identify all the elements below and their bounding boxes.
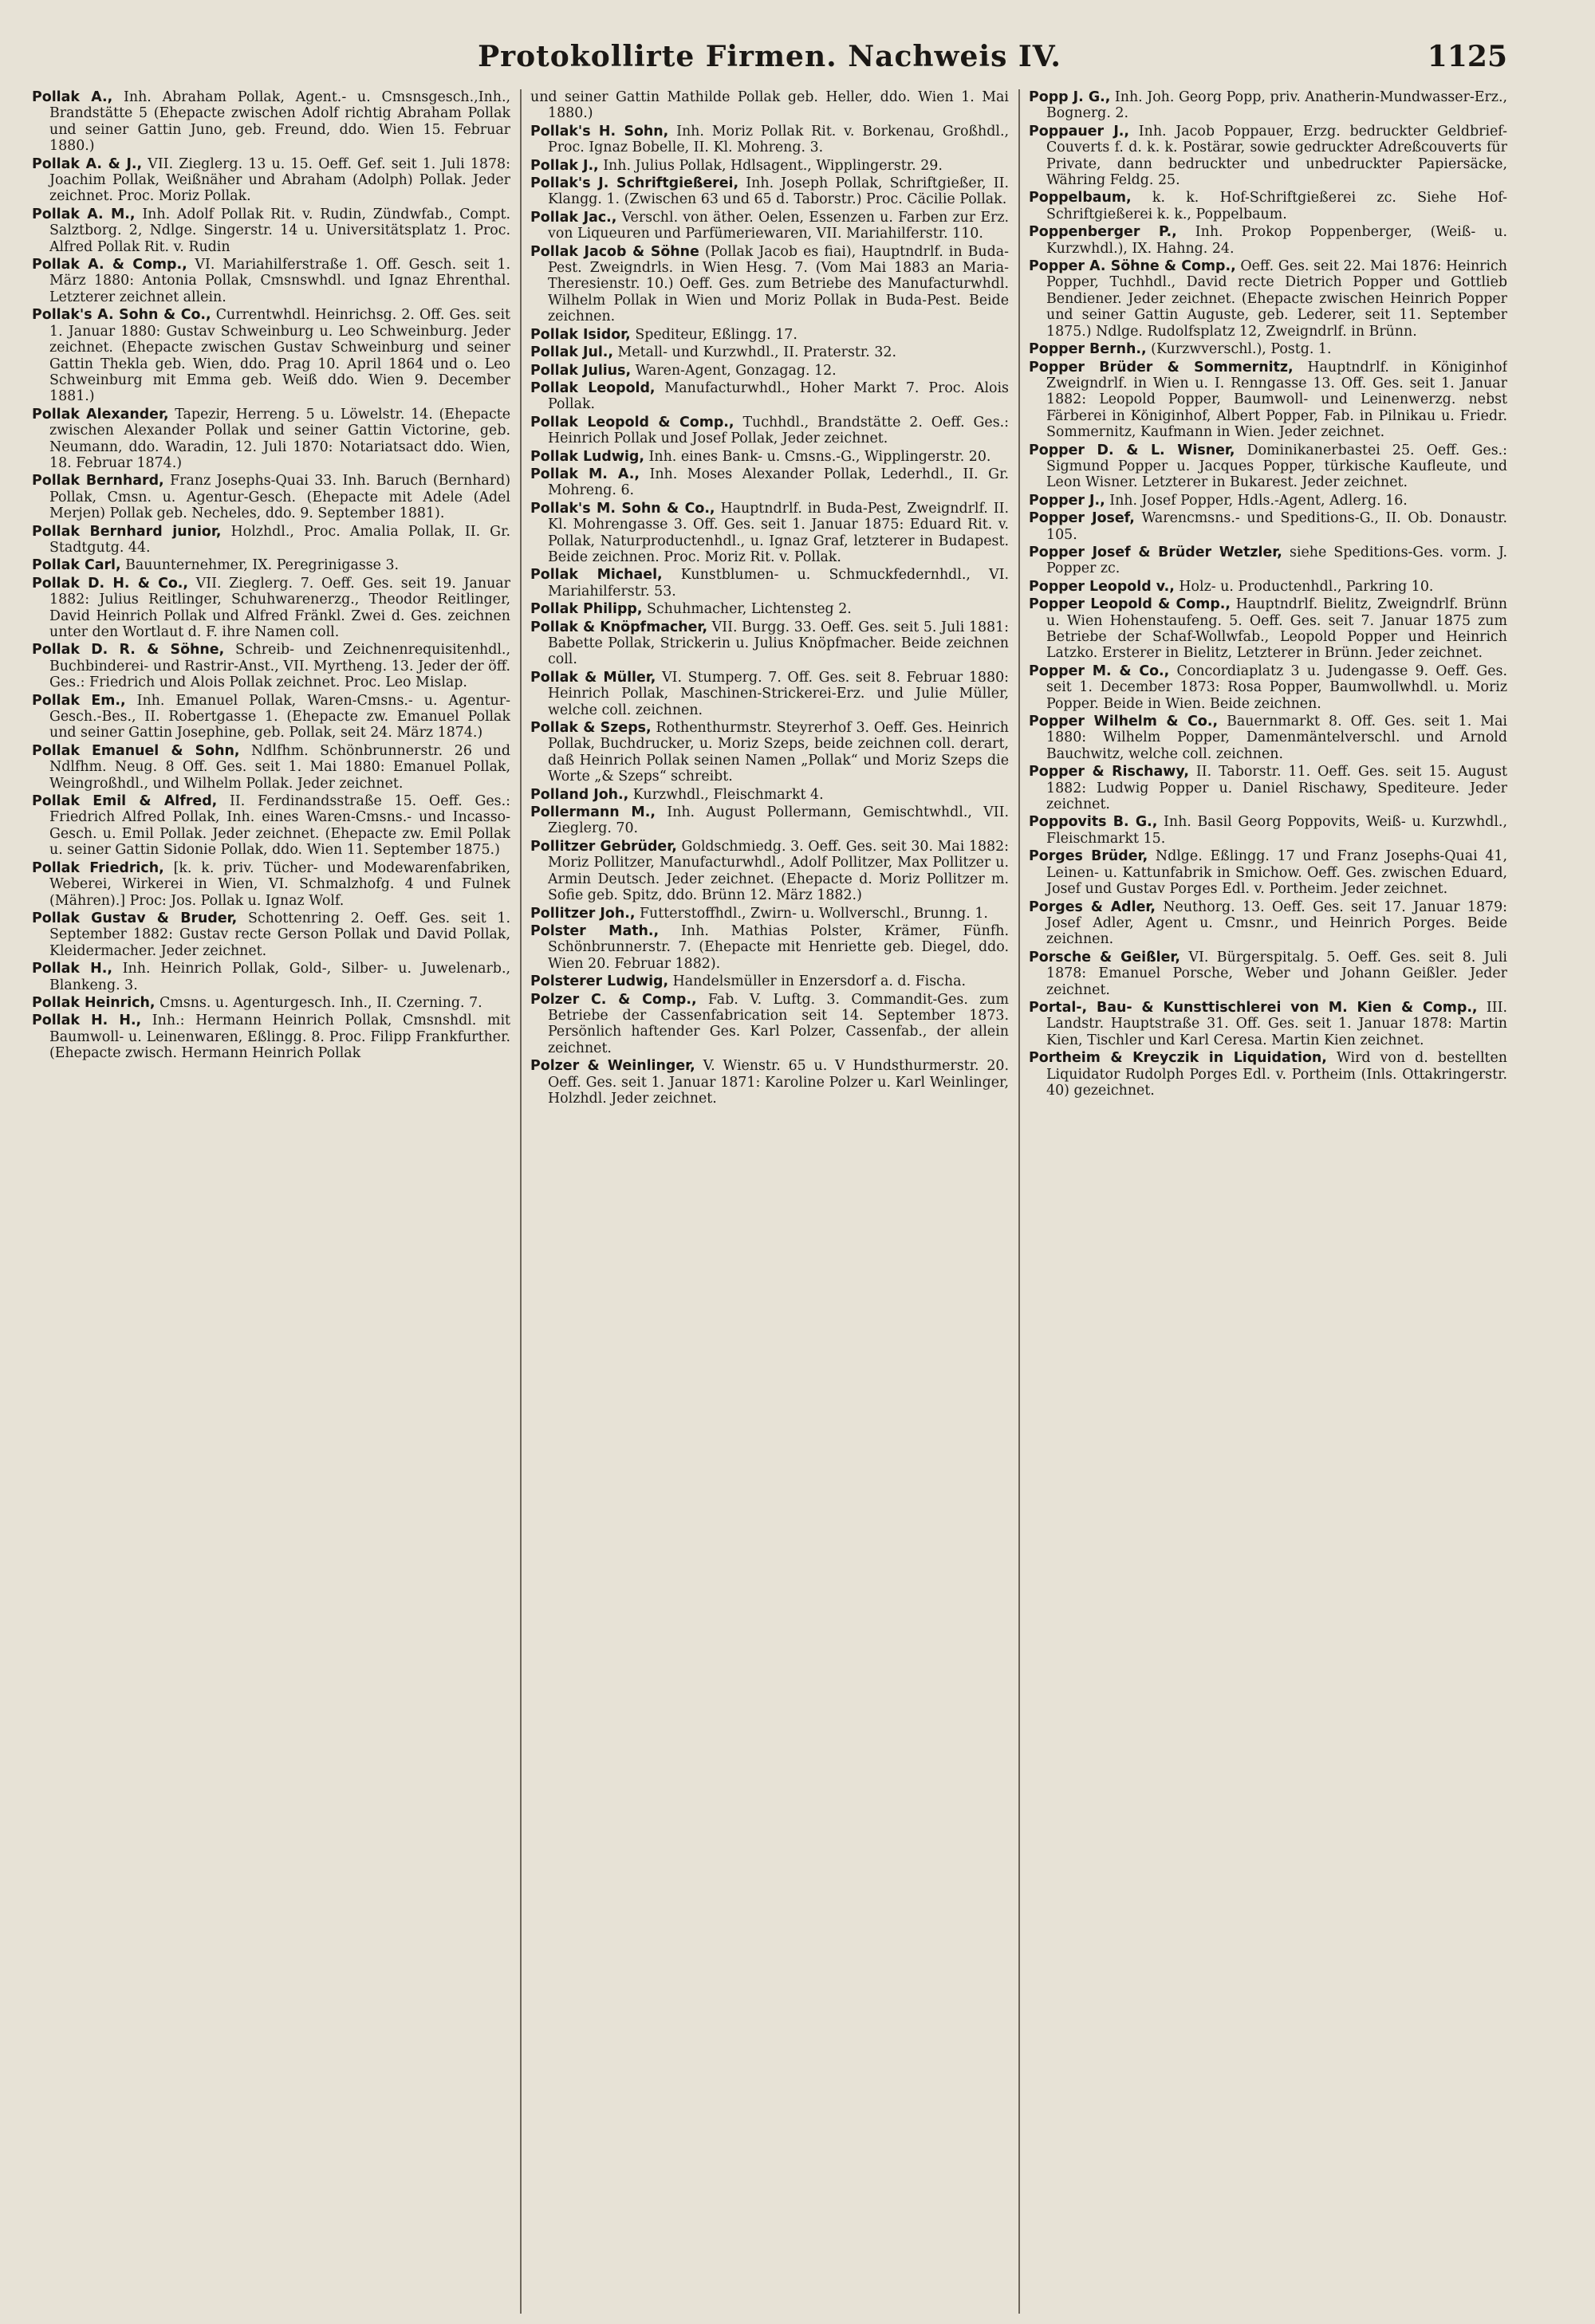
firm-details: VI. Mariahilferstraße 1. Off. Gesch. seit 1. März 1880: Antonia Pollak, Cmsnswhdl. und Ignaz Ehrenthal. Letzterer zeichnet allein. [49,257,510,305]
firm-details: Hauptndrlf. in Königinhof Zweigndrlf. in Wien u. I. Renngasse 13. Off. Ges. seit 1. Januar 1882: Leopold Popper, Baumwoll- und Leinenwerzg. nebst Färberei in Königinhof, Albert Popper, Fab. in Pilnikau u. Friedr. Sommernitz, Kaufmann in Wien. Jeder zeichnet. [1046,359,1507,441]
firm-details: Inh. Heinrich Pollak, Gold-, Silber- u. Juwelenarb., Blankeng. 3. [49,961,510,993]
firm-name: Poppenberger P., [1029,224,1177,241]
firm-entry [1029,510,1507,543]
firm-entry [530,380,1009,413]
firm-entry [1029,663,1507,712]
firm-entry [32,257,510,305]
firm-details: Verschl. von äther. Oelen, Essenzen u. Farben zur Erz. von Liqueuren und Parfümeriewaren, VII. Mariahilferstr. 110. [548,209,1009,242]
firm-details: Cmsns. u. Agenturgesch. Inh., II. Czerning. 7. [160,994,482,1011]
firm-name: Popper Josef & Brüder Wetzler, [1029,544,1282,560]
firm-name: Pollak A., [32,89,113,105]
firm-name: Pollak Isidor, [530,326,631,343]
firm-details: Fab. V. Luftg. 3. Commandit-Ges. zum Betriebe der Cassenfabrication seit 14. September 1873. Persönlich haftender Ges. Karl Polzer, Cassenfab., der allein zeichnet. [548,991,1009,1056]
firm-details: Inh. Joseph Pollak, Schriftgießer, II. Klangg. 1. (Zwischen 63 und 65 d. Taborstr.) Proc. Cäcilie Pollak. [548,175,1009,208]
firm-entry [530,923,1009,972]
firm-details: Inh. Jacob Poppauer, Erzg. bedruckter Geldbrief-Couverts f. d. k. k. Postärar, sowie gedruckter Adreßcouverts für Private, dann bedruckter und unbedruckter Papiersäcke, Währing Feldg. 25. [1046,123,1507,189]
firm-entry [530,466,1009,499]
firm-name: Porges Brüder, [1029,848,1148,865]
firm-entry [530,89,1009,122]
firm-name: Popper M. & Co., [1029,663,1170,679]
firm-name: Popper Leopold v., [1029,578,1175,595]
column-2 [530,89,1009,2314]
firm-details: Inh. Adolf Pollak Rit. v. Rudin, Zündwfab., Compt. Salztborg. 2, Ndlge. Singerstr. 14 u. Universitätsplatz 1. Proc. Alfred Pollak Rit. v. Rudin [49,206,510,255]
firm-entry [1029,341,1507,357]
column-1 [32,89,510,2314]
firm-details: Inh. Joh. Georg Popp, priv. Anatherin-Mundwasser-Erz., Bognerg. 2. [1046,89,1507,122]
firm-name: Pollak Emanuel & Sohn, [32,742,240,759]
column-divider [520,89,522,2314]
firm-details: Inh. Prokop Poppenberger, (Weiß- u. Kurzwhdl.), IX. Hahng. 24. [1046,224,1507,257]
firm-details: Dominikanerbastei 25. Oeff. Ges.: Sigmund Popper u. Jacques Popper, türkische Kaufleute, und Leon Wisner. Letzterer in Bukarest. Jeder zeichnet. [1046,442,1507,491]
firm-details: (Pollak Jacob es fiai), Hauptndrlf. in Buda-Pest. Zweigndrls. in Wien Hesg. 7. (Vom Mai 1883 an Maria-Theresienstr. 10.) Oeff. Ges. zum Betriebe des Manufacturwhdl. Wilhelm Pollak in Wien und Moriz Pollak in Buda-Pest. Beide zeichnen. [548,243,1009,325]
firm-entry [32,473,510,521]
firm-entry [1029,190,1507,222]
firm-name: Portheim & Kreyczik in Liquidation, [1029,1050,1327,1067]
firm-entry [530,839,1009,904]
firm-entry [530,601,1009,617]
firm-name: Pollak A. & Comp., [32,257,187,273]
firm-name: Pollak Bernhard junior, [32,523,222,540]
firm-name: Polzer & Weinlinger, [530,1058,695,1075]
firm-name: Pollak D. R. & Söhne, [32,642,225,659]
firm-name: Pollak's H. Sohn, [530,123,669,140]
firm-details: Hauptndrlf. Bielitz, Zweigndrlf. Brünn u. Wien Hohenstaufeng. 5. Oeff. Ges. seit 7. Januar 1875 zum Betriebe der Schaf-Wollwfab., Leopold Popper und Heinrich Latzko. Ersterer in Bielitz, Letzterer in Brünn. Jeder zeichnet. [1046,596,1507,662]
firm-entry [32,995,510,1011]
firm-name: Portal-, Bau- & Kunsttischlerei von M. Kien & Comp., [1029,999,1478,1016]
firm-details: Futterstoffhdl., Zwirn- u. Wollverschl., Brunng. 1. [639,905,988,922]
firm-details: Holzhdl., Proc. Amalia Pollak, II. Gr. Stadtgutg. 44. [49,523,510,556]
firm-entry [530,449,1009,465]
firm-details: III. Landstr. Hauptstraße 31. Off. Ges. seit 1. Januar 1878: Martin Kien, Tischler und Karl Ceresa. Martin Kien zeichnet. [1046,999,1507,1048]
firm-name: Pollak Emil & Alfred, [32,793,218,810]
firm-details: II. Ferdinandsstraße 15. Oeff. Ges.: Friedrich Alfred Pollak, Inh. eines Waren-Cmsns.- und Incasso-Gesch. u. Emil Pollak. Jeder zeichnet. (Ehepacte zw. Emil Pollak u. seiner Gattin Sidonie Pollak, ddo. Wien 11. September 1875.) [49,793,510,859]
firm-details: VII. Burgg. 33. Oeff. Ges. seit 5. Juli 1881: Babette Pollak, Strickerin u. Julius Knöpfmacher. Beide zeichnen coll. [548,619,1009,668]
firm-name: Pollak Jul., [530,344,613,361]
firm-details: Schuhmacher, Lichtensteg 2. [647,601,852,618]
firm-entry [32,693,510,741]
firm-details: Kurzwhdl., Fleischmarkt 4. [632,786,824,803]
firm-details: Schottenring 2. Oeff. Ges. seit 1. September 1882: Gustav recte Gerson Pollak und David Pollak, Kleidermacher. Jeder zeichnet. [49,910,510,959]
firm-name: Popper A. Söhne & Comp., [1029,258,1236,275]
firm-details: [k. k. priv. Tücher- und Modewarenfabriken, Weberei, Wirkerei in Wien, VI. Schmalzhofg. 4 und Fulnek (Mähren).] Proc: Jos. Pollak u. Ignaz Wolf. [49,859,510,909]
firm-name: Pollak Jacob & Söhne [530,243,699,260]
firm-name: Pollak H., [32,961,112,977]
firm-details: Hauptndrlf. in Buda-Pest, Zweigndrlf. II. Kl. Mohrengasse 3. Off. Ges. seit 1. Januar 1875: Eduard Rit. v. Pollak, Naturproductenhdl., u. Ignaz Graf, letzterer in Budapest. Beide zeichnen. Proc. Moriz Rit. v. Pollak. [548,500,1009,565]
firm-name: Popper D. & L. Wisner, [1029,442,1235,458]
firm-details: Wird von d. bestellten Liquidator Rudolph Porges Edl. v. Portheim (Inls. Ottakringerstr. 40) gezeichnet. [1046,1050,1507,1099]
firm-entry [1029,89,1507,122]
firm-details: Inh. eines Bank- u. Cmsns.-G., Wipplingerstr. 20. [648,448,991,465]
firm-entry [1029,442,1507,491]
firm-entry [1029,360,1507,441]
firm-name: Pollak & Knöpfmacher, [530,619,708,635]
firm-name: Polzer C. & Comp., [530,991,697,1008]
firm-details: siehe Speditions-Ges. vorm. J. Popper zc. [1046,544,1507,577]
firm-name: Pollak H. H., [32,1013,142,1029]
firm-name: Porsche & Geißler, [1029,949,1181,965]
firm-details: Kunstblumen- u. Schmuckfedernhdl., VI. Mariahilferstr. 53. [548,567,1009,600]
firm-details: Currentwhdl. Heinrichsg. 2. Off. Ges. seit 1. Januar 1880: Gustav Schweinburg u. Leo Schweinburg. Jeder zeichnet. (Ehepacte zwischen Gustav Schweinburg und seiner Gattin Thekla geb. Wien, ddo. Prag 10. April 1864 und o. Leo Schweinburg mit Emma geb. Weiß ddo. Wien 9. December 1881.) [49,307,510,405]
firm-details: II. Taborstr. 11. Oeff. Ges. seit 15. August 1882: Ludwig Popper u. Daniel Rischawy, Spediteure. Jeder zeichnet. [1046,764,1507,813]
firm-details: Tuchhdl., Brandstätte 2. Oeff. Ges.: Heinrich Pollak und Josef Pollak, Jeder zeichnet. [548,414,1009,447]
firm-name: Polland Joh., [530,786,629,803]
firm-name: Pollak Jac., [530,209,617,226]
column-3 [1029,89,1507,2314]
firm-details: Ndlge. Eßlingg. 17 und Franz Josephs-Quai 41, Leinen- u. Kattunfabrik in Smichow. Oeff. Ges. zwischen Eduard, Josef und Gustav Porges Edl. v. Portheim. Jeder zeichnet. [1046,848,1507,898]
firm-entry [530,501,1009,566]
firm-name: Pollak Michael, [530,567,663,584]
firm-name: Pollak Julius, [530,362,632,379]
firm-entry [1029,764,1507,812]
firm-entry [530,415,1009,447]
firm-details: Inh. Moses Alexander Pollak, Lederhdl., II. Gr. Mohreng. 6. [548,466,1009,499]
firm-entry [32,524,510,556]
firm-entry [530,973,1009,989]
firm-details: k. k. Hof-Schriftgießerei zc. Siehe Hof-Schriftgießerei k. k., Poppelbaum. [1046,190,1507,222]
firm-name: Pollak Leopold, [530,379,656,396]
firm-entry [32,1013,510,1061]
firm-details: Concordiaplatz 3 u. Judengasse 9. Oeff. Ges. seit 1. December 1873: Rosa Popper, Baumwollwhdl. u. Moriz Popper. Beide in Wien. Beide zeichnen. [1046,663,1507,712]
firm-name: Porges & Adler, [1029,899,1156,915]
firm-entry [530,992,1009,1057]
page-header [32,40,1507,77]
firm-entry [1029,714,1507,762]
firm-entry [1029,258,1507,340]
firm-name: Pollak's A. Sohn & Co., [32,307,211,324]
firm-details: Inh. Julius Pollak, Hdlsagent., Wipplingerstr. 29. [603,157,943,174]
firm-entry [1029,596,1507,662]
firm-entry [32,642,510,690]
firm-details: Bauunternehmer, IX. Peregrinigasse 3. [125,557,400,574]
firm-entry [530,210,1009,242]
firm-name: Pollak & Szeps, [530,720,652,737]
firm-entry [530,567,1009,600]
firm-name: Pollak Gustav & Bruder, [32,910,238,926]
firm-entry [530,804,1009,837]
firm-entry [530,344,1009,360]
firm-entry [530,124,1009,156]
firm-name: Pollak Leopold & Comp., [530,414,734,431]
firm-name: Pollak Carl, [32,557,121,574]
firm-entry [530,1058,1009,1107]
firm-entry [1029,1050,1507,1099]
firm-entry [1029,950,1507,998]
firm-entry [530,363,1009,379]
firm-details: Rothenthurmstr. Steyrerhof 3. Oeff. Ges. Heinrich Pollak, Buchdrucker, u. Moriz Szeps, beide zeichnen coll. derart, daß Heinrich Pollak seinen Namen „Pollak“ und Moriz Szeps die Worte „& Szeps“ schreibt. [548,720,1009,785]
firm-entry [32,156,510,205]
firm-name: Polster Math., [530,922,660,939]
firm-entry [1029,579,1507,595]
firm-entry [32,557,510,573]
firm-entry [530,327,1009,343]
firm-entry [32,307,510,404]
firm-entry [32,910,510,959]
firm-details: Manufacturwhdl., Hoher Markt 7. Proc. Alois Pollak. [548,379,1009,413]
firm-name: Pollak J., [530,157,599,174]
firm-name: Pollak D. H. & Co., [32,575,188,592]
firm-details: Goldschmiedg. 3. Oeff. Ges. seit 30. Mai 1882: Moriz Pollitzer, Manufacturwhdl., Adolf Pollitzer, Max Pollitzer u. Armin Deutsch. Jeder zeichnet. (Ehepacte d. Moriz Pollitzer m. Sofie geb. Spitz, ddo. Brünn 12. März 1882.) [548,838,1009,904]
firm-entry [1029,124,1507,189]
firm-name: Poppauer J., [1029,123,1130,140]
firm-entry [1029,224,1507,257]
page-number: 1125 [1427,40,1507,73]
firm-entry [530,906,1009,922]
firm-name: Popper Josef, [1029,510,1135,527]
firm-name: Pollak Ludwig, [530,448,644,465]
firm-details: Warencmsns.- und Speditions-G., II. Ob. Donaustr. 105. [1046,510,1507,543]
firm-details: Inh.: Hermann Heinrich Pollak, Cmsnshdl. mit Baumwoll- u. Leinenwaren, Eßlingg. 8. Proc. Filipp Frankfurther. (Ehepacte zwisch. Hermann Heinrich Pollak [49,1013,510,1062]
firm-name: Pollak Friedrich, [32,859,164,876]
firm-entry [1029,814,1507,847]
firm-name: Pollak Em., [32,692,126,709]
firm-details: Metall- und Kurzwhdl., II. Praterstr. 32. [617,344,897,361]
firm-details: Holz- u. Productenhdl., Parkring 10. [1179,578,1434,595]
firm-entry [1029,545,1507,577]
firm-name: Popper Bernh., [1029,341,1147,358]
firm-entry [32,89,510,155]
firm-name: Pollermann M., [530,804,656,821]
firm-details: Franz Josephs-Quai 33. Inh. Baruch (Bernhard) Pollak, Cmsn. u. Agentur-Gesch. (Ehepacte mit Adele (Adel Merjen) Pollak geb. Necheles, ddo. 9. September 1881). [49,473,510,522]
firm-entry [1029,1000,1507,1048]
firm-name: Pollitzer Gebrüder, [530,838,677,855]
firm-details: VII. Zieglerg. 13 u. 15. Oeff. Gef. seit 1. Juli 1878: Joachim Pollak, Weißnäher und Abraham (Adolph) Pollak. Jeder zeichnet. Proc. Moriz Pollak. [49,155,510,205]
firm-name: Pollak & Müller, [530,669,656,686]
firm-name: Pollak's J. Schriftgießerei, [530,175,739,192]
firm-entry [32,860,510,909]
firm-details: Tapezir, Herreng. 5 u. Löwelstr. 14. (Ehepacte zwischen Alexander Pollak und seiner Gattin Victorine, geb. Neumann, ddo. Waradin, 12. Juli 1870: Notariatsact ddo. Wien, 18. Februar 1874.) [49,406,510,471]
firm-name: Popp J. G., [1029,89,1111,105]
firm-name: Pollak A. M., [32,206,136,222]
firm-entry [530,175,1009,208]
firm-entry [530,244,1009,325]
firm-details: Ndlfhm. Schönbrunnerstr. 26 und Ndlfhm. Neug. 8 Off. Ges. seit 1. Mai 1880: Emanuel Pollak, Weingroßhdl., und Wilhelm Pollak. Jeder zeichnet. [49,742,510,792]
firm-details: Inh. Moriz Pollak Rit. v. Borkenau, Großhdl., Proc. Ignaz Bobelle, II. Kl. Mohreng. 3. [548,123,1009,156]
firm-name: Polsterer Ludwig, [530,973,669,990]
firm-details: Oeff. Ges. seit 22. Mai 1876: Heinrich Popper, Tuchhdl., David recte Dietrich Popper und Gottlieb Bendiener. Jeder zeichnet. (Ehepacte zwischen Heinrich Popper und seiner Gattin Auguste, geb. Lederer, seit 11. September 1875.) Ndlge. Rudolfsplatz 12, Zweigndrlf. in Brünn. [1046,258,1507,340]
firm-details: Inh. Basil Georg Poppovits, Weiß- u. Kurzwhdl., Fleischmarkt 15. [1046,814,1507,847]
firm-details: und seiner Gattin Mathilde Pollak geb. Heller, ddo. Wien 1. Mai 1880.) [530,89,1009,122]
firm-name: Poppovits B. G., [1029,814,1158,831]
firm-entry [32,407,510,472]
firm-details: Inh. Abraham Pollak, Agent.- u. Cmsnsgesch.,Inh., Brandstätte 5 (Ehepacte zwischen Adolf richtig Abraham Pollak und seiner Gattin Juno, geb. Freund, ddo. Wien 15. Februar 1880.) [49,89,510,155]
firm-entry [32,961,510,993]
firm-entry [530,670,1009,718]
firm-details: Inh. Emanuel Pollak, Waren-Cmsns.- u. Agentur-Gesch.-Bes., II. Robertgasse 1. (Ehepacte zw. Emanuel Pollak und seiner Gattin Josephine, geb. Pollak, seit 24. März 1874.) [49,692,510,741]
firm-details: VI. Bürgerspitalg. 5. Oeff. Ges. seit 8. Juli 1878: Emanuel Porsche, Weber und Johann Geißler. Jeder zeichnet. [1046,949,1507,998]
firm-name: Pollak's M. Sohn & Co., [530,500,715,517]
firm-name: Popper J., [1029,492,1105,509]
firm-details: Inh. August Pollermann, Gemischtwhdl., VII. Zieglerg. 70. [548,804,1009,837]
firm-entry [1029,899,1507,948]
firm-name: Pollitzer Joh., [530,905,636,922]
firm-details: Bauernmarkt 8. Off. Ges. seit 1. Mai 1880: Wilhelm Popper, Damenmäntelverschl. und Arnold Bauchwitz, welche coll. zeichnen. [1046,714,1507,762]
firm-entry [32,206,510,255]
firm-name: Pollak A. & J., [32,155,143,172]
firm-entry [1029,848,1507,897]
firm-name: Popper Wilhelm & Co., [1029,714,1219,730]
firm-details: VI. Stumperg. 7. Off. Ges. seit 8. Februar 1880: Heinrich Pollak, Maschinen-Strickerei-Erz. und Julie Müller, welche coll. zeichnen. [548,669,1009,718]
firm-entry [530,158,1009,174]
firm-entry [530,720,1009,785]
firm-entry [530,787,1009,803]
firm-details: Spediteur, Eßlingg. 17. [635,326,798,343]
firm-entry [530,619,1009,668]
firm-details: V. Wienstr. 65 u. V Hundsthurmerstr. 20. Oeff. Ges. seit 1. Januar 1871: Karoline Polzer u. Karl Weinlinger, Holzhdl. Jeder zeichnet. [548,1058,1009,1107]
firm-entry [32,576,510,641]
column-divider [1018,89,1020,2314]
directory-columns [32,89,1507,2314]
firm-details: Waren-Agent, Gonzagag. 12. [635,362,837,379]
firm-name: Pollak Alexander, [32,406,169,423]
firm-details: Neuthorg. 13. Oeff. Ges. seit 17. Januar 1879: Josef Adler, Agent u. Cmsnr., und Heinrich Porges. Beide zeichnen. [1046,899,1507,948]
firm-entry [1029,493,1507,509]
firm-name: Popper Brüder & Sommernitz, [1029,359,1294,376]
firm-name: Pollak Heinrich, [32,994,156,1011]
firm-name: Popper & Rischawy, [1029,764,1189,781]
firm-details: Handelsmüller in Enzersdorf a. d. Fischa. [672,973,966,990]
firm-name: Pollak M. A., [530,466,640,482]
firm-details: (Kurzwverschl.), Postg. 1. [1151,341,1332,358]
firm-details: Inh. Josef Popper, Hdls.-Agent, Adlerg. 16. [1109,492,1408,509]
running-title: Protokollirte Firmen. Nachweis IV. [478,40,1061,73]
firm-entry [32,793,510,859]
firm-name: Pollak Philipp, [530,601,643,618]
firm-details: VII. Zieglerg. 7. Oeff. Ges. seit 19. Januar 1882: Julius Reitlinger, Schuhwarenerzg., Theodor Reitlinger, David Heinrich Pollak und Alfred Fränkl. Zwei d. Ges. zeichnen unter den Wortlaut d. F. ihre Namen coll. [49,575,510,640]
firm-details: Inh. Mathias Polster, Krämer, Fünfh. Schönbrunnerstr. 7. (Ehepacte mit Henriette geb. Diegel, ddo. Wien 20. Februar 1882). [548,922,1009,972]
firm-details: Schreib- und Zeichnenrequisitenhdl., Buchbinderei- und Rastrir-Anst., VII. Myrtheng. 13. Jeder der öff. Ges.: Friedrich und Alois Pollak zeichnet. Proc. Leo Mislap. [49,642,510,691]
firm-name: Popper Leopold & Comp., [1029,596,1231,613]
firm-name: Poppelbaum, [1029,190,1132,206]
firm-name: Pollak Bernhard, [32,473,164,490]
firm-entry [32,743,510,792]
